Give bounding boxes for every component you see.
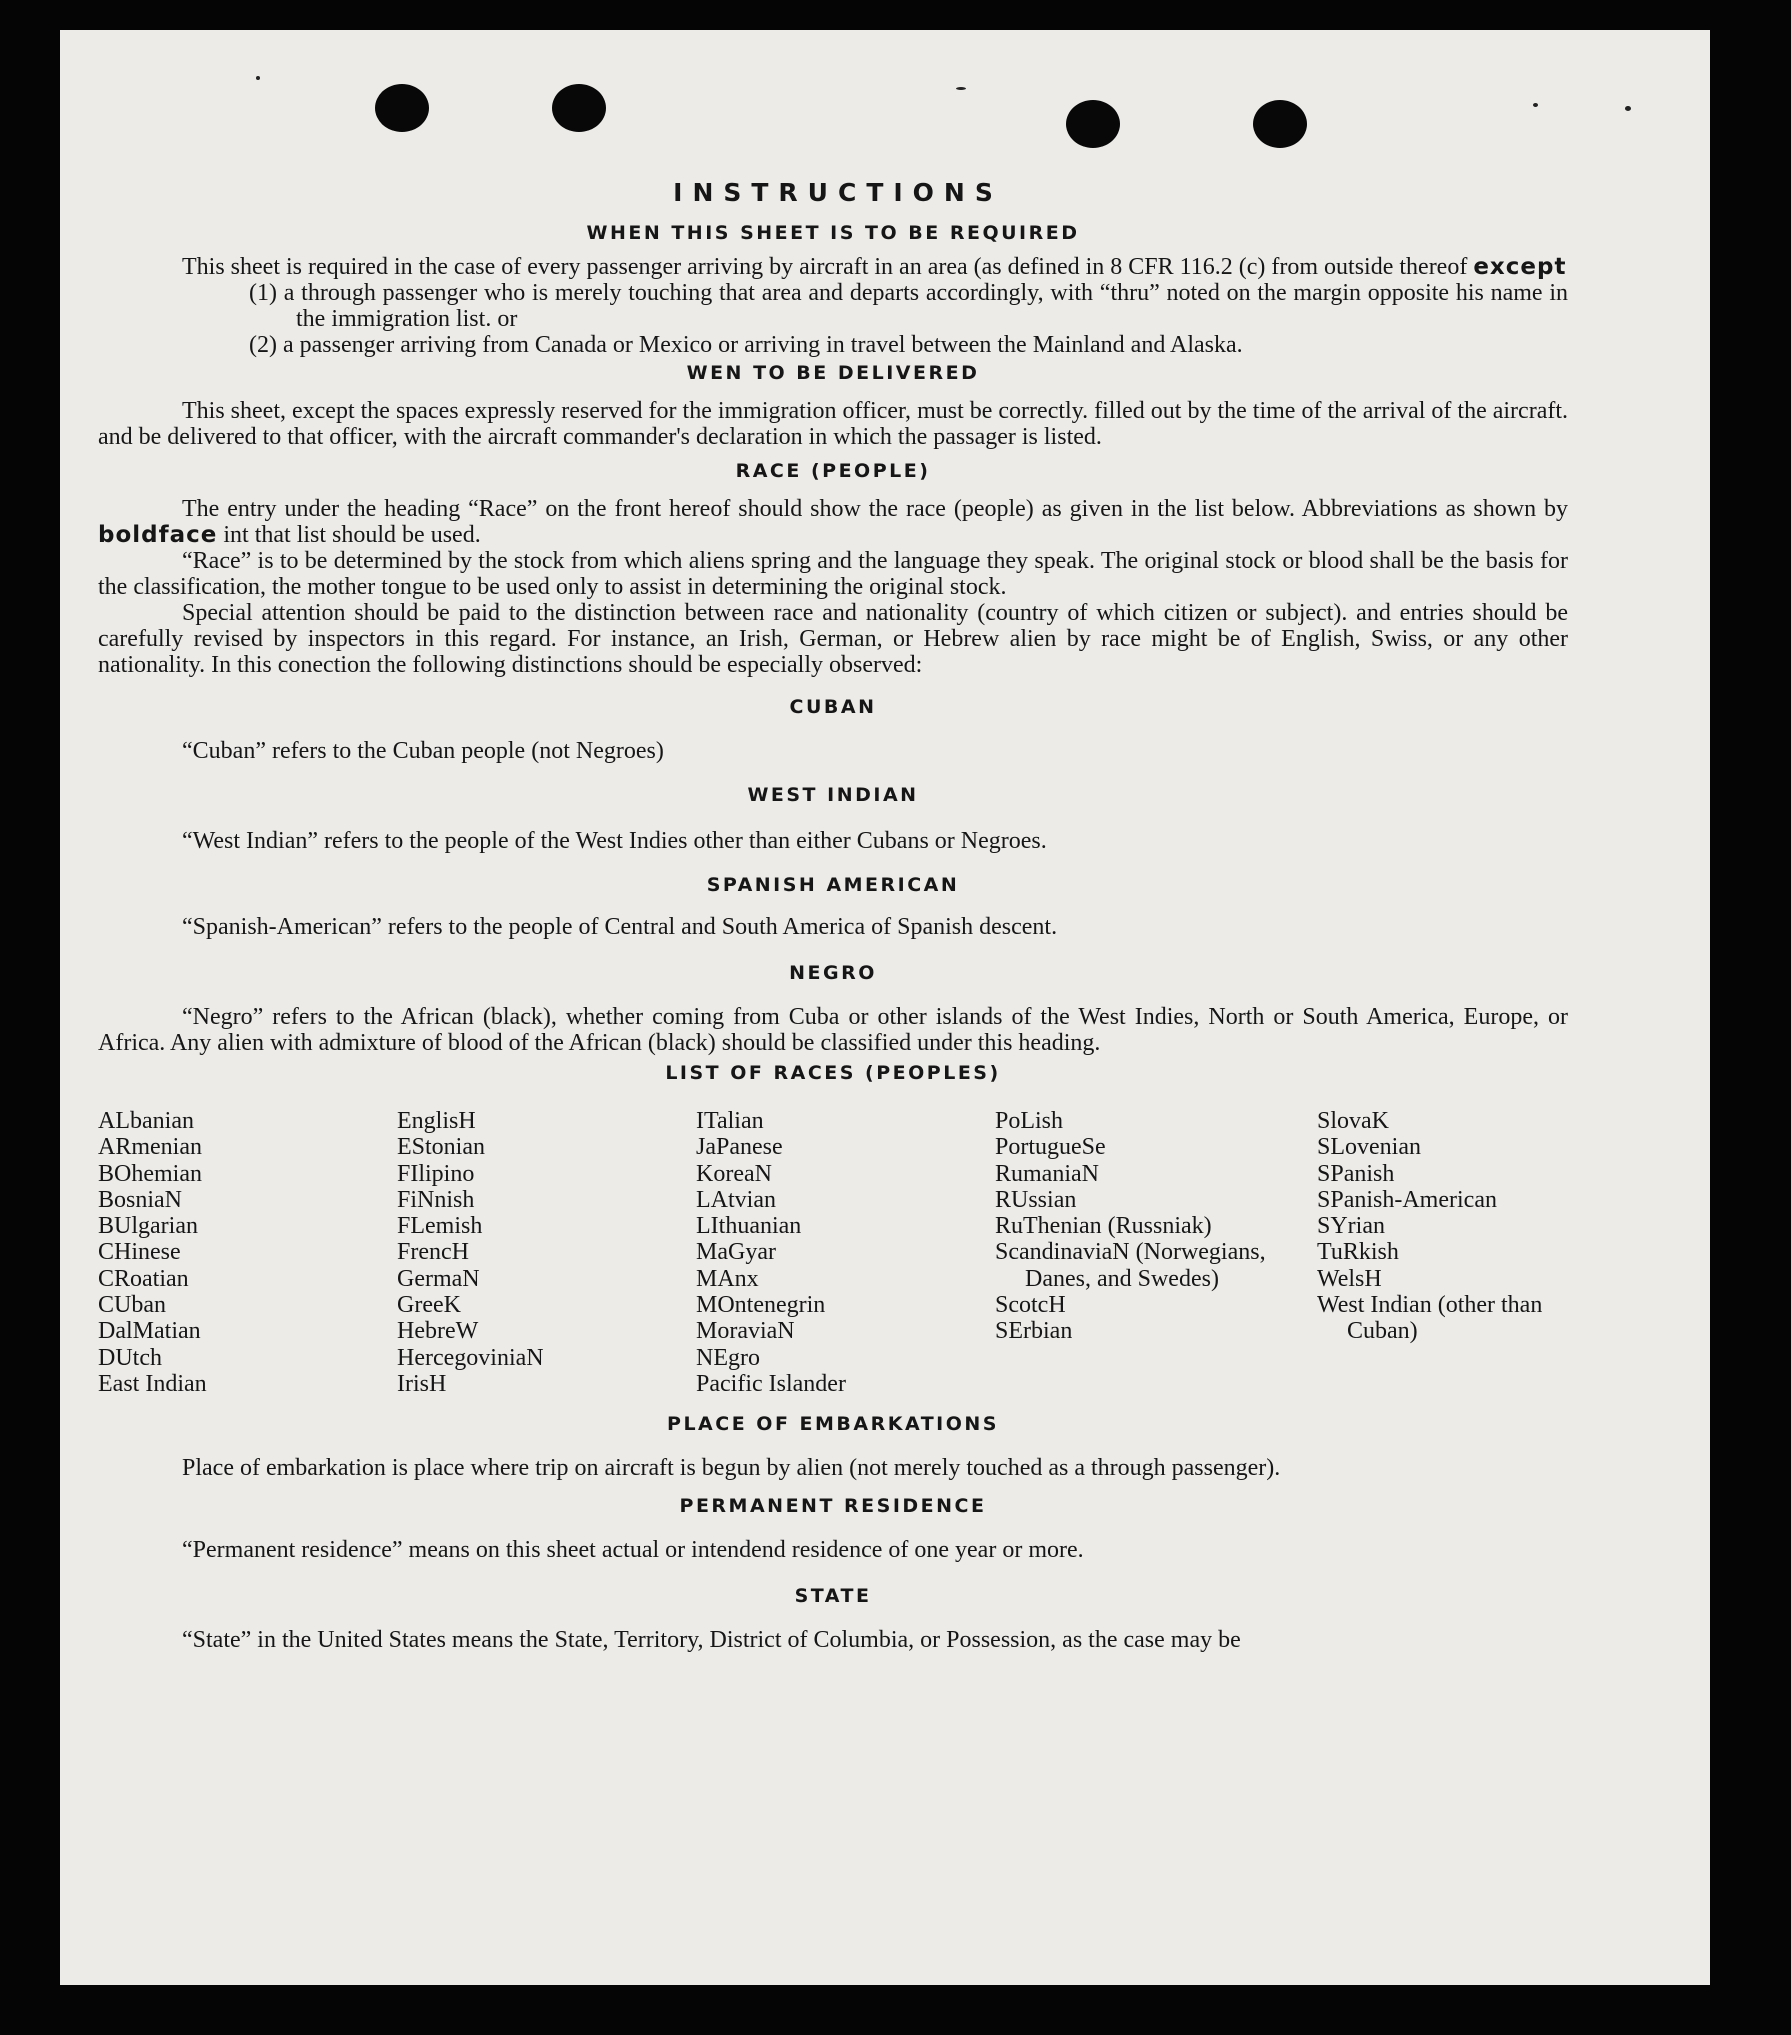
race-text-b: int that list should be used. (223, 522, 481, 548)
race-entry: GermaN (397, 1265, 480, 1292)
races-column (397, 1108, 696, 1397)
race-entry: Pacific Islander (696, 1370, 846, 1397)
race-entry: LAtvian (696, 1186, 776, 1213)
race-entry: SPanish (1317, 1160, 1395, 1187)
heading-west-indian: WEST INDIAN (747, 784, 919, 806)
race-entry: DalMatian (98, 1318, 201, 1345)
race-entry: SlovaK (1317, 1108, 1389, 1134)
race-entry: EStonian (397, 1134, 485, 1161)
race-entry: MOntenegrin (696, 1292, 826, 1319)
race-entry: BOhemian (98, 1160, 202, 1187)
race-entry: ScandinaviaN (Norwegians, Danes, and Swedes) (995, 1239, 1266, 1292)
paragraph-race-1 (98, 496, 1568, 548)
heading-embarkation: PLACE OF EMBARKATIONS (667, 1413, 999, 1436)
race-entry: RuThenian (Russniak) (995, 1213, 1212, 1240)
race-entry: IrisH (397, 1370, 447, 1397)
paragraph-negro: “Negro” refers to the African (black), whether coming from Cuba or other islands of the West Indies, North or South America, Europe, or Africa. Any alien with admixture of blood of the African (black) should be classified under this heading. (98, 1004, 1568, 1056)
paragraph-permanent-residence: “Permanent residence” means on this sheet actual or intendend residence of one year or more. (182, 1537, 1084, 1564)
races-column (1317, 1108, 1568, 1397)
heading-spanish-american: SPANISH AMERICAN (706, 874, 960, 896)
dust-speck (1625, 106, 1631, 111)
heading-permanent-residence: PERMANENT RESIDENCE (679, 1495, 987, 1518)
race-entry: KoreaN (696, 1160, 772, 1187)
document-page (60, 30, 1710, 1985)
paragraph-when-delivered: This sheet, except the spaces expressly reserved for the immigration officer, must be correctly. filled out by the time of the arrival of the aircraft. and be delivered to that officer, with the aircraft commander's declaration in which the passager is listed. (98, 398, 1568, 450)
keyword-except: except (1473, 254, 1567, 280)
punch-hole (1066, 100, 1120, 148)
race-text-a: The entry under the heading “Race” on the front hereof should show the race (people) as given in the list below. Abbreviations as shown by (182, 496, 1568, 522)
race-entry: PoLish (995, 1108, 1064, 1134)
race-entry: TuRkish (1317, 1239, 1399, 1266)
paragraph-west-indian: “West Indian” refers to the people of the West Indies other than either Cubans or Negroes. (182, 828, 1047, 854)
dust-speck (1533, 103, 1538, 107)
paragraph-spanish-american: “Spanish-American” refers to the people of Central and South America of Spanish descent. (182, 914, 1058, 940)
paragraph-cuban: “Cuban” refers to the Cuban people (not Negroes) (182, 738, 664, 764)
race-entry: LIthuanian (696, 1213, 802, 1240)
race-entry: ITalian (696, 1108, 764, 1134)
document-title: INSTRUCTIONS (673, 178, 1003, 207)
race-entry: SErbian (995, 1318, 1073, 1345)
races-column (98, 1108, 397, 1397)
race-entry: East Indian (98, 1370, 207, 1397)
race-entry: WelsH (1317, 1265, 1382, 1292)
punch-hole (375, 84, 429, 132)
race-entry: DUtch (98, 1344, 162, 1371)
race-entry: JaPanese (696, 1134, 783, 1161)
paragraph-embarkation: Place of embarkation is place where trip on aircraft is begun by alien (not merely touched as a through passenger). (182, 1455, 1281, 1482)
race-entry: FrencH (397, 1239, 469, 1266)
race-entry: RUssian (995, 1186, 1077, 1213)
race-entry: NEgro (696, 1344, 760, 1371)
race-entry: CRoatian (98, 1265, 189, 1292)
race-entry: SPanish-American (1317, 1186, 1497, 1213)
dust-speck (956, 87, 966, 90)
race-entry: MoraviaN (696, 1318, 795, 1345)
races-column (696, 1108, 995, 1397)
paragraph-race-2: “Race” is to be determined by the stock from which aliens spring and the language they speak. The original stock or blood shall be the basis for the classification, the mother tongue to be used only to assist in determining the original stock. (98, 548, 1568, 600)
heading-negro: NEGRO (789, 962, 877, 984)
races-list (98, 1108, 1568, 1397)
heading-cuban: CUBAN (789, 696, 877, 718)
race-entry: HercegoviniaN (397, 1344, 544, 1371)
race-entry: CHinese (98, 1239, 181, 1266)
paragraph-when-required (98, 254, 1568, 280)
punch-hole (1253, 100, 1307, 148)
heading-list-of-races: LIST OF RACES (PEOPLES) (665, 1062, 1001, 1084)
exception-item-2: (2) a passenger arriving from Canada or Mexico or arriving in travel between the Mainland and Alaska. (249, 332, 1243, 358)
race-entry: MaGyar (696, 1239, 776, 1266)
race-entry: ScotcH (995, 1292, 1066, 1319)
race-entry: ALbanian (98, 1108, 194, 1134)
paragraph-state: “State” in the United States means the State, Territory, District of Columbia, or Possession, as the case may be (182, 1627, 1241, 1654)
dust-speck (256, 76, 260, 80)
punch-hole (552, 84, 606, 132)
race-entry: PortugueSe (995, 1134, 1106, 1161)
paragraph-race-3: Special attention should be paid to the distinction between race and nationality (country of which citizen or subject). and entries should be carefully revised by inspectors in this regard. For instance, an Irish, German, or Hebrew alien by race might be of English, Swiss, or any other nationality. In this conection the following distinctions should be especially observed: (98, 600, 1568, 678)
race-entry: FiNnish (397, 1186, 475, 1213)
keyword-boldface: boldface (98, 522, 218, 548)
race-entry: SYrian (1317, 1213, 1385, 1240)
race-entry: FLemish (397, 1213, 483, 1240)
race-entry: EnglisH (397, 1108, 476, 1134)
heading-when-delivered: WEN TO BE DELIVERED (686, 362, 980, 384)
race-entry: West Indian (other than Cuban) (1317, 1292, 1543, 1345)
race-entry: HebreW (397, 1318, 479, 1345)
heading-when-required: WHEN THIS SHEET IS TO BE REQUIRED (586, 222, 1080, 244)
race-entry: GreeK (397, 1292, 461, 1319)
instructions-body (98, 180, 1568, 1653)
heading-state: STATE (794, 1585, 872, 1608)
race-entry: CUban (98, 1292, 166, 1319)
races-column (995, 1108, 1317, 1397)
exception-item-1: (1) a through passenger who is merely touching that area and departs accordingly, with “thru” noted on the margin opposite his name in the immigration list. or (249, 280, 1568, 332)
race-entry: RumaniaN (995, 1160, 1099, 1187)
race-entry: ARmenian (98, 1134, 202, 1161)
race-entry: MAnx (696, 1265, 759, 1292)
race-entry: BosniaN (98, 1186, 182, 1213)
heading-race: RACE (PEOPLE) (735, 460, 931, 482)
race-entry: FIlipino (397, 1160, 475, 1187)
race-entry: BUlgarian (98, 1213, 198, 1240)
race-entry: SLovenian (1317, 1134, 1421, 1161)
when-required-text: This sheet is required in the case of every passenger arriving by aircraft in an area (as defined in 8 CFR 116.2 (c) from outside thereof (182, 254, 1468, 280)
